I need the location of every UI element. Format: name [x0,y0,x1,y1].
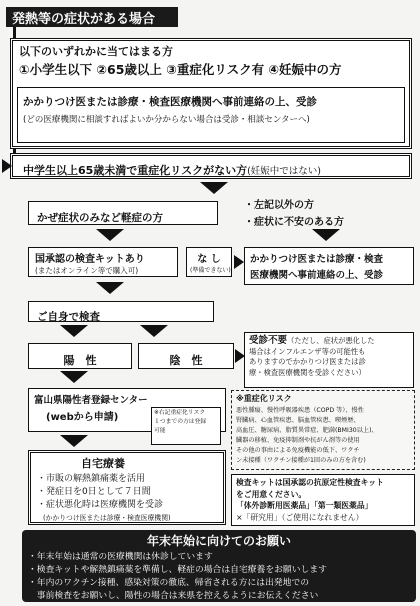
home-care-note: (かかりつけ医または診療・検査医療機関) [43,514,171,522]
down-arrow-icon [60,435,88,447]
risk-factors-line-4: その他の事由による免疫機能の低下、ワクチ [236,447,360,454]
positive-label: 陽 性 [63,354,97,367]
page-title: 発熱等の症状がある場合 [12,12,156,27]
positive-result-box [28,343,132,369]
down-arrow-icon [200,182,228,194]
no-visit-line-1: 場合はインフルエンザ等の可能性も [249,346,366,356]
down-arrow-icon [96,229,124,241]
home-care-title: 自宅療養 [81,457,125,470]
conditions-heading: 以下のいずれかに当てはまる方 [19,45,173,58]
right-arrow-icon [234,255,244,269]
test-kit-unavailable-box [186,247,232,277]
risk-factors-line-3: 臓器の移植、免疫抑制剤や抗がん剤等の使用 [236,437,360,444]
self-test-label: ご自身で検査 [37,311,100,323]
year-end-item-1: ・検査キットや解熱鎮痛薬を準備し、軽症の場合は自宅療養をお願いします [28,565,327,575]
risk-factors-line-1: 腎臓病、心血管疾患、脳血管疾患、喫煙歴、 [236,417,360,424]
contact-doctor-second-box [244,247,414,285]
risk-factors-line-2: 高血圧、糖尿病、脂質異常症、肥満(BMI30以上)、 [236,427,378,434]
low-risk-group-box [10,153,412,179]
registration-note-line-0: ※右記重症化リスク [154,410,206,416]
kit-info-line-1: をご用意ください。 [236,489,307,499]
risk-factors-line-5: ン未接種（ワクチン接種が1回のみの方を含む) [236,457,366,464]
other-symptoms-text [244,196,414,226]
year-end-item-0: ・年末年始は通常の医療機関は休診しています [28,552,213,562]
page-title-bar [6,7,178,27]
mild-symptoms-box [28,201,218,225]
no-visit-bold: 受診不要 [249,335,288,346]
low-risk-group-note: (妊娠中ではない) [247,166,322,177]
contact-doctor-second-line2: 医療機関へ事前連絡の上、受診 [250,270,384,281]
test-kit-available-box [28,247,178,277]
other-symptoms-line1: ・左記以外の方 [244,200,314,211]
home-care-item-1: ・発症日を0日として７日間 [37,487,151,497]
registration-center-title: 富山県陽性者登録センター [34,395,148,406]
registration-note-line-2: 可能 [154,428,166,434]
risk-factors-line-0: 悪性腫瘍、慢性呼吸器疾患（COPD 等）、慢性 [236,407,364,414]
no-visit-text [249,335,409,347]
home-care-box [28,450,226,525]
year-end-title: 年末年始に向けてのお願い [146,534,291,548]
no-visit-line-3: 療・検査医療機関を受診ください） [249,367,366,377]
down-arrow-icon [60,325,88,337]
test-kit-info-box [231,474,415,526]
mild-symptoms-label: かぜ症状のみなど軽症の方 [37,212,163,224]
test-kit-available-label: 国承認の検査キットあり [35,254,145,265]
risk-factors-title: ※重症化リスク [236,394,292,403]
down-arrow-icon [60,371,88,383]
no-visit-line-0: （ただし、症状が悪化した [287,336,375,345]
year-end-notice [22,530,416,602]
home-care-item-0: ・市販の解熱鎮痛薬を活用 [37,474,146,484]
contact-doctor-second-line1: かかりつけ医または診療・検査 [250,254,384,265]
down-arrow-icon [312,229,340,241]
year-end-item-3: 事前検査をお願いし、陽性の場合は来県を控えるようにお伝えください [28,591,319,601]
high-risk-conditions-box [10,38,412,149]
no-visit-needed-box [244,332,414,388]
home-care-item-2: ・症状悪化時は医療機関を受診 [37,500,164,510]
right-arrow-icon [2,159,12,173]
registration-center-apply: (webから申請) [46,412,119,423]
other-symptoms-line2: ・症状に不安のある方 [244,217,344,228]
risk-factors-box [231,390,415,470]
low-risk-group-label: 中学生以上65歳未満で重症化リスクがない方 [23,164,248,177]
year-end-item-2: ・年内のワクチン接種、感染対策の徹底、帰省される方には出発地での [28,578,310,588]
registration-center-box [28,388,226,432]
down-arrow-icon [140,325,168,337]
negative-label: 陰 性 [169,354,203,367]
registration-note-line-1: １つまでの方は登録 [154,419,207,425]
registration-note-box [151,407,221,445]
conditions-items: ①小学生以下 ②65歳以上 ③重症化リスク有 ④妊娠中の方 [19,62,342,77]
test-kit-unavailable-label: な し [197,254,221,265]
negative-result-box [138,343,234,369]
kit-info-line-3: ×「研究用」（ご使用になれません） [236,512,364,522]
test-kit-available-note: (またはオンライン等で購入可) [35,266,139,275]
contact-doctor-line2: (どの医療機関に相談すればよいか分からない場合は受診・相談センターへ) [23,115,310,125]
no-visit-line-2: ありますのでかかりつけ医または診 [249,357,366,366]
contact-doctor-first-box [17,87,405,143]
self-test-box [28,301,214,322]
down-arrow-icon [96,282,124,294]
kit-info-line-0: 検査キットは国承認の抗原定性検査キット [236,478,384,487]
test-kit-unavailable-note: (準備できない) [190,267,231,274]
contact-doctor-line1: かかりつけ医または診療・検査医療機関へ事前連絡の上、受診 [23,96,317,108]
kit-info-line-2: 「体外診断用医薬品」「第一類医薬品」 [236,501,373,510]
